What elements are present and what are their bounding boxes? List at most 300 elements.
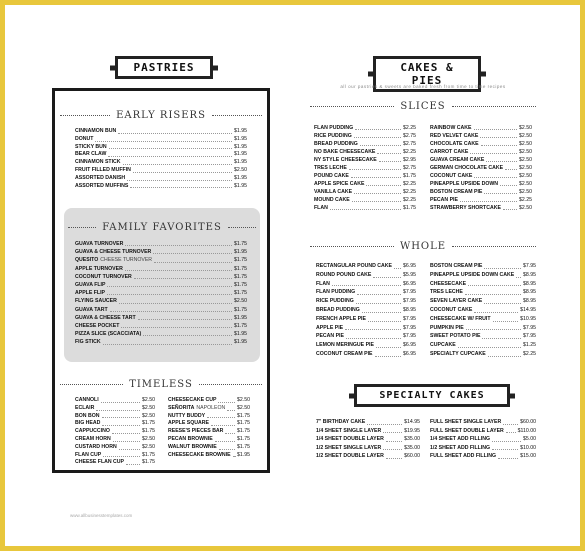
- dot-leader: [394, 268, 401, 269]
- dot-leader: [143, 335, 232, 336]
- menu-item-price: $1.95: [234, 143, 247, 150]
- menu-item-name: MOUND CAKE: [314, 197, 350, 203]
- menu-item-name: FLAN CUP: [75, 451, 102, 458]
- menu-item-row: [430, 427, 536, 436]
- menu-item-name: APPLE SQUARE: [168, 420, 209, 427]
- menu-item-row: [168, 444, 250, 452]
- menu-item-price: $7.95: [403, 315, 416, 322]
- menu-item-name: GUAVA TURNOVER: [75, 241, 124, 247]
- menu-item-price: $1.75: [237, 412, 250, 419]
- menu-item-row: [75, 322, 247, 330]
- dot-leader: [375, 356, 402, 357]
- menu-item-note: CHEESE TURNOVER: [100, 257, 153, 264]
- menu-item-row: [316, 444, 420, 453]
- dot-leader: [354, 137, 401, 138]
- dot-leader: [484, 268, 521, 269]
- menu-item-row: [430, 332, 536, 341]
- specialty-left-list: [316, 418, 420, 461]
- menu-item-price: $2.50: [234, 166, 247, 173]
- menu-item-price: $2.50: [519, 181, 532, 187]
- menu-item-name: GUAVA & CHEESE TURNOVER: [75, 249, 152, 256]
- menu-item-row: [316, 350, 416, 359]
- dot-leader: [113, 441, 140, 442]
- menu-item-row: [430, 341, 536, 350]
- dot-leader: [466, 329, 521, 330]
- dot-leader: [103, 344, 232, 345]
- dot-leader: [458, 347, 521, 348]
- menu-item-price: $2.25: [403, 189, 416, 195]
- menu-item-price: $2.50: [237, 404, 250, 411]
- menu-item-row: [75, 444, 155, 452]
- menu-item-row: [75, 256, 247, 264]
- menu-item-row: [168, 420, 250, 428]
- menu-item-name: FULL SHEET DOUBLE LAYER: [430, 427, 504, 434]
- menu-item-row: [430, 156, 532, 164]
- menu-item-row: [314, 188, 416, 196]
- dot-leader: [96, 410, 140, 411]
- menu-item-price: $1.75: [142, 420, 155, 427]
- dot-leader: [123, 164, 232, 165]
- dot-leader: [110, 311, 232, 312]
- slices-title: [310, 101, 536, 112]
- menu-item-row: [314, 180, 416, 188]
- dot-leader: [126, 464, 140, 465]
- menu-item-row: [75, 144, 247, 152]
- whole-title-text: WHOLE: [399, 241, 447, 252]
- menu-item-row: [314, 204, 416, 212]
- family-favorites-title-text: FAMILY FAVORITES: [102, 222, 222, 233]
- menu-item-name: FLAN PUDDING: [314, 125, 354, 131]
- menu-item-name: RED VELVET CAKE: [430, 133, 479, 139]
- menu-item-price: $35.00: [404, 444, 420, 451]
- menu-item-name: PINEAPPLE UPSIDE DOWN CAKE: [430, 271, 515, 278]
- menu-item-price: $2.50: [142, 404, 155, 411]
- menu-item-name: REESE'S PIECES BAR: [168, 428, 224, 435]
- menu-item-name: CUSTARD HORN: [75, 443, 117, 450]
- menu-item-name: PECAN PIE: [430, 197, 458, 203]
- dot-leader: [360, 145, 401, 146]
- dot-leader: [377, 153, 401, 154]
- menu-item-row: [314, 156, 416, 164]
- menu-item-row: [75, 413, 155, 421]
- menu-item-row: [430, 188, 532, 196]
- menu-item-price: $1.75: [142, 451, 155, 458]
- menu-item-row: [430, 148, 532, 156]
- specialty-cakes-label-text: SPECIALTY CAKES: [379, 390, 485, 401]
- menu-item-price: $2.25: [523, 350, 536, 357]
- menu-item-row: [430, 204, 532, 212]
- dot-leader: [101, 402, 140, 403]
- menu-item-name: WALNUT BROWNIE: [168, 443, 217, 450]
- menu-item-name: 1/4 SHEET SINGLE LAYER: [316, 427, 382, 434]
- menu-item-price: $14.95: [520, 306, 536, 313]
- menu-item-row: [430, 196, 532, 204]
- menu-item-name: SEVEN LAYER CAKE: [430, 298, 483, 305]
- menu-item-name: STICKY BUN: [75, 143, 107, 150]
- menu-item-row: [314, 172, 416, 180]
- menu-item-name: GERMAN CHOCOLATE CAKE: [430, 165, 504, 171]
- menu-item-price: $1.75: [403, 205, 416, 211]
- menu-item-name: RAINBOW CAKE: [430, 125, 472, 131]
- dot-leader: [505, 169, 517, 170]
- menu-item-name: FULL SHEET SINGLE LAYER: [430, 419, 502, 425]
- menu-item-name: PECAN PIE: [316, 333, 344, 340]
- dot-leader: [125, 270, 232, 271]
- dot-leader: [138, 319, 232, 320]
- dot-leader: [373, 277, 401, 278]
- menu-item-row: [316, 435, 420, 444]
- menu-item-row: [316, 341, 416, 350]
- dot-leader: [107, 286, 232, 287]
- menu-item-name: NO BAKE CHEESECAKE: [314, 149, 376, 155]
- menu-item-row: [430, 324, 536, 333]
- dot-leader: [357, 294, 401, 295]
- dot-leader: [233, 456, 235, 457]
- menu-item-price: $14.95: [404, 419, 420, 425]
- menu-item-row: [75, 240, 247, 248]
- dot-leader: [102, 425, 140, 426]
- menu-item-price: $1.75: [234, 273, 247, 280]
- menu-item-name: ECLAIR: [75, 404, 95, 411]
- menu-item-name: ASSORTED MUFFINS: [75, 182, 129, 189]
- dot-leader: [103, 456, 140, 457]
- menu-item-name: COCONUT TURNOVER: [75, 273, 132, 280]
- menu-item-price: $2.25: [403, 181, 416, 187]
- menu-item-row: [75, 167, 247, 175]
- menu-item-name: TRES LECHE: [314, 165, 347, 171]
- cakes-caption: all our pastries & sweets are baked fresh from time to time recipes: [340, 84, 506, 89]
- dot-leader: [109, 148, 232, 149]
- menu-item-row: [430, 297, 536, 306]
- menu-item-name: CHEESE FLAN CUP: [75, 459, 124, 466]
- menu-item-row: [168, 428, 250, 436]
- dot-leader: [121, 327, 232, 328]
- menu-item-name: CINNAMON BUN: [75, 128, 117, 134]
- menu-item-price: $1.75: [237, 428, 250, 435]
- menu-item-name: CHEESECAKE BROWNIE: [168, 451, 231, 458]
- menu-item-price: $1.75: [234, 306, 247, 313]
- menu-item-row: [430, 306, 536, 315]
- menu-item-row: [430, 180, 532, 188]
- menu-item-price: $5.95: [403, 271, 416, 278]
- menu-item-row: [75, 428, 155, 436]
- menu-item-name: APPLE TURNOVER: [75, 265, 123, 272]
- whole-left-list: [316, 262, 416, 359]
- family-favorites-title: [68, 222, 256, 233]
- menu-item-price: $7.95: [523, 333, 536, 340]
- menu-item-row: [75, 136, 247, 144]
- menu-item-name: CAPPUCCINO: [75, 428, 110, 435]
- menu-item-row: [316, 452, 420, 461]
- menu-item-name: SEÑORITA: [168, 404, 195, 411]
- menu-item-row: [430, 452, 536, 461]
- menu-item-price: $35.00: [404, 436, 420, 443]
- menu-item-name: PINEAPPLE UPSIDE DOWN: [430, 181, 499, 187]
- dot-leader: [506, 432, 516, 433]
- dot-leader: [474, 312, 518, 313]
- menu-item-name: BON BON: [75, 412, 100, 419]
- menu-item-price: $1.75: [403, 173, 416, 179]
- menu-item-price: $1.75: [142, 459, 155, 466]
- menu-item-price: $1.75: [234, 265, 247, 272]
- menu-item-row: [316, 271, 416, 280]
- dot-leader: [362, 312, 401, 313]
- menu-item-name: APPLE SPICE CAKE: [314, 181, 365, 187]
- menu-item-name: APPLE FLIP: [75, 290, 105, 297]
- menu-item-price: $1.75: [237, 443, 250, 450]
- menu-item-name: FLAN PUDDING: [316, 289, 356, 296]
- menu-item-row: [75, 248, 247, 256]
- dot-leader: [227, 410, 235, 411]
- menu-item-name: APPLE PIE: [316, 324, 344, 331]
- dot-leader: [383, 449, 402, 450]
- menu-item-price: $10.95: [520, 315, 536, 322]
- menu-item-name: FIG STICK: [75, 339, 101, 346]
- menu-item-price: $1.75: [234, 282, 247, 289]
- menu-item-row: [430, 418, 536, 427]
- menu-item-price: $1.75: [234, 323, 247, 330]
- dot-leader: [355, 129, 401, 130]
- menu-item-name: FULL SHEET ADD FILLING: [430, 453, 496, 460]
- menu-item-name: PUMPKIN PIE: [430, 324, 464, 331]
- menu-item-price: $1.75: [237, 435, 250, 442]
- slices-title-text: SLICES: [400, 101, 446, 112]
- menu-item-name: RICE PUDDING: [316, 298, 354, 305]
- menu-item-price: $1.95: [234, 174, 247, 181]
- dot-leader: [118, 133, 232, 134]
- dot-leader: [492, 449, 518, 450]
- dot-leader: [516, 277, 521, 278]
- pastries-label: [115, 56, 213, 79]
- menu-item-row: [75, 151, 247, 159]
- menu-item-price: $19.95: [404, 427, 420, 434]
- menu-item-name: DONUT: [75, 135, 94, 142]
- menu-item-name: GUAVA CREAM CAKE: [430, 157, 485, 163]
- menu-item-price: $8.95: [523, 289, 536, 296]
- menu-item-price: $2.50: [519, 157, 532, 163]
- menu-item-price: $2.50: [519, 165, 532, 171]
- menu-item-row: [75, 175, 247, 183]
- cakes-pies-label-text: CAKES & PIES: [400, 61, 454, 87]
- dot-leader: [219, 449, 235, 450]
- menu-item-price: $1.75: [234, 257, 247, 264]
- menu-item-price: $2.50: [142, 412, 155, 419]
- menu-item-row: [316, 306, 416, 315]
- slices-left-list: [314, 124, 416, 212]
- dot-leader: [486, 161, 517, 162]
- menu-item-name: FLYING SAUCER: [75, 298, 117, 305]
- menu-item-name: BOSTON CREAM PIE: [430, 263, 483, 269]
- dot-leader: [154, 262, 232, 263]
- timeless-left-list: [75, 397, 155, 467]
- slices-right-list: [430, 124, 532, 212]
- menu-item-price: $7.95: [403, 324, 416, 331]
- menu-item-price: $2.25: [403, 197, 416, 203]
- dot-leader: [108, 156, 232, 157]
- dot-leader: [492, 441, 521, 442]
- menu-item-name: RICE PUDDING: [314, 133, 352, 139]
- menu-item-name: 1/4 SHEET ADD FILLING: [430, 436, 491, 443]
- menu-item-row: [430, 350, 536, 359]
- menu-item-name: ASSORTED DANISH: [75, 174, 126, 181]
- dot-leader: [493, 321, 519, 322]
- menu-item-price: $1.95: [234, 339, 247, 346]
- dot-leader: [386, 441, 402, 442]
- menu-item-name: CHEESE POCKET: [75, 323, 120, 330]
- dot-leader: [352, 201, 401, 202]
- menu-item-name: 1/2 SHEET ADD FILLING: [430, 444, 491, 451]
- specialty-right-list: [430, 418, 536, 461]
- dot-leader: [153, 253, 232, 254]
- menu-item-price: $110.00: [517, 427, 536, 434]
- menu-item-price: $6.95: [403, 350, 416, 357]
- menu-item-price: $1.75: [237, 420, 250, 427]
- menu-item-row: [430, 280, 536, 289]
- menu-item-price: $8.95: [403, 306, 416, 313]
- dot-leader: [503, 424, 518, 425]
- menu-item-price: $2.50: [519, 149, 532, 155]
- menu-item-price: $2.50: [142, 435, 155, 442]
- early-risers-list: [75, 128, 247, 190]
- dot-leader: [351, 177, 401, 178]
- dot-leader: [119, 449, 140, 450]
- menu-item-price: $10.00: [520, 444, 536, 451]
- menu-item-price: $7.95: [403, 289, 416, 296]
- menu-item-name: 1/4 SHEET DOUBLE LAYER: [316, 436, 384, 443]
- timeless-title-text: TIMELESS: [129, 379, 193, 390]
- menu-item-name: COCONUT CAKE: [430, 306, 473, 313]
- dot-leader: [379, 161, 401, 162]
- menu-item-name: GUAVA TART: [75, 306, 108, 313]
- dot-leader: [354, 193, 401, 194]
- pastries-label-text: PASTRIES: [133, 61, 195, 74]
- dot-leader: [107, 294, 232, 295]
- dot-leader: [386, 458, 402, 459]
- menu-item-row: [316, 427, 420, 436]
- dot-leader: [376, 347, 401, 348]
- dot-leader: [345, 329, 401, 330]
- dot-leader: [482, 338, 521, 339]
- dot-leader: [112, 433, 140, 434]
- dot-leader: [346, 338, 401, 339]
- menu-item-name: LEMON MERINGUE PIE: [316, 342, 374, 349]
- menu-item-price: $2.75: [403, 141, 416, 147]
- menu-item-row: [75, 183, 247, 191]
- menu-item-name: CANNOLI: [75, 397, 99, 403]
- menu-item-row: [316, 288, 416, 297]
- menu-item-row: [430, 262, 536, 271]
- menu-item-row: [75, 159, 247, 167]
- menu-item-price: $15.00: [520, 453, 536, 460]
- menu-item-price: $6.95: [403, 342, 416, 349]
- menu-item-price: $2.50: [142, 443, 155, 450]
- menu-item-row: [430, 271, 536, 280]
- menu-item-row: [430, 288, 536, 297]
- dot-leader: [484, 193, 517, 194]
- menu-item-name: CHEESECAKE W/ FRUIT: [430, 315, 491, 322]
- menu-item-name: CHEESECAKE CUP: [168, 397, 217, 403]
- dot-leader: [488, 356, 521, 357]
- menu-item-row: [430, 132, 532, 140]
- dot-leader: [368, 321, 401, 322]
- menu-item-name: BREAD PUDDING: [316, 306, 360, 313]
- menu-item-price: $2.25: [403, 149, 416, 155]
- menu-item-row: [430, 164, 532, 172]
- menu-item-row: [75, 297, 247, 305]
- menu-item-price: $7.95: [523, 324, 536, 331]
- menu-item-row: [314, 140, 416, 148]
- dot-leader: [130, 187, 232, 188]
- menu-item-name: FLAN: [314, 205, 328, 211]
- specialty-cakes-label: [354, 384, 510, 407]
- dot-leader: [500, 185, 517, 186]
- dot-leader: [127, 180, 232, 181]
- menu-item-row: [430, 124, 532, 132]
- dot-leader: [215, 441, 235, 442]
- menu-item-row: [314, 164, 416, 172]
- menu-item-price: $2.50: [519, 133, 532, 139]
- menu-item-row: [430, 172, 532, 180]
- menu-item-row: [75, 405, 155, 413]
- menu-item-price: $2.75: [403, 133, 416, 139]
- menu-item-price: $7.95: [403, 333, 416, 340]
- dot-leader: [102, 417, 141, 418]
- menu-item-price: $2.50: [142, 397, 155, 403]
- menu-item-price: $1.95: [237, 451, 250, 458]
- dot-leader: [134, 278, 232, 279]
- menu-item-note: NAPOLEON: [196, 404, 226, 411]
- menu-item-price: $8.95: [523, 280, 536, 287]
- timeless-title: [60, 379, 262, 390]
- menu-item-price: $1.95: [234, 151, 247, 158]
- menu-item-row: [314, 124, 416, 132]
- menu-item-name: FLAN: [316, 280, 330, 287]
- menu-item-name: FRUIT FILLED MUFFIN: [75, 166, 131, 173]
- menu-item-name: COCONUT CAKE: [430, 173, 473, 179]
- menu-item-row: [314, 148, 416, 156]
- menu-item-price: $2.50: [519, 189, 532, 195]
- menu-item-price: $2.50: [519, 141, 532, 147]
- menu-item-row: [75, 338, 247, 346]
- menu-item-name: BEAR CLAW: [75, 151, 107, 158]
- menu-item-price: $2.50: [519, 173, 532, 179]
- menu-item-name: CINNAMON STICK: [75, 159, 121, 166]
- dot-leader: [465, 294, 521, 295]
- menu-item-row: [75, 306, 247, 314]
- menu-item-name: POUND CAKE: [314, 173, 349, 179]
- menu-item-name: STRAWBERRY SHORTCAKE: [430, 205, 501, 211]
- menu-item-row: [316, 315, 416, 324]
- dot-leader: [503, 209, 517, 210]
- menu-item-row: [75, 314, 247, 322]
- menu-item-row: [430, 444, 536, 453]
- menu-item-row: [168, 405, 250, 413]
- menu-item-name: NUTTY BUDDY: [168, 412, 206, 419]
- menu-item-name: 7" BIRTHDAY CAKE: [316, 419, 366, 425]
- menu-item-row: [75, 397, 155, 405]
- menu-item-row: [75, 289, 247, 297]
- menu-item-price: $60.00: [520, 419, 536, 425]
- menu-item-name: CHOCOLATE CAKE: [430, 141, 479, 147]
- menu-item-name: VANILLA CAKE: [314, 189, 353, 195]
- menu-item-price: $1.95: [234, 249, 247, 256]
- menu-item-price: $2.50: [519, 205, 532, 211]
- dot-leader: [481, 145, 517, 146]
- menu-item-price: $1.95: [234, 159, 247, 166]
- menu-item-row: [430, 315, 536, 324]
- menu-item-price: $1.75: [234, 290, 247, 297]
- dot-leader: [484, 303, 521, 304]
